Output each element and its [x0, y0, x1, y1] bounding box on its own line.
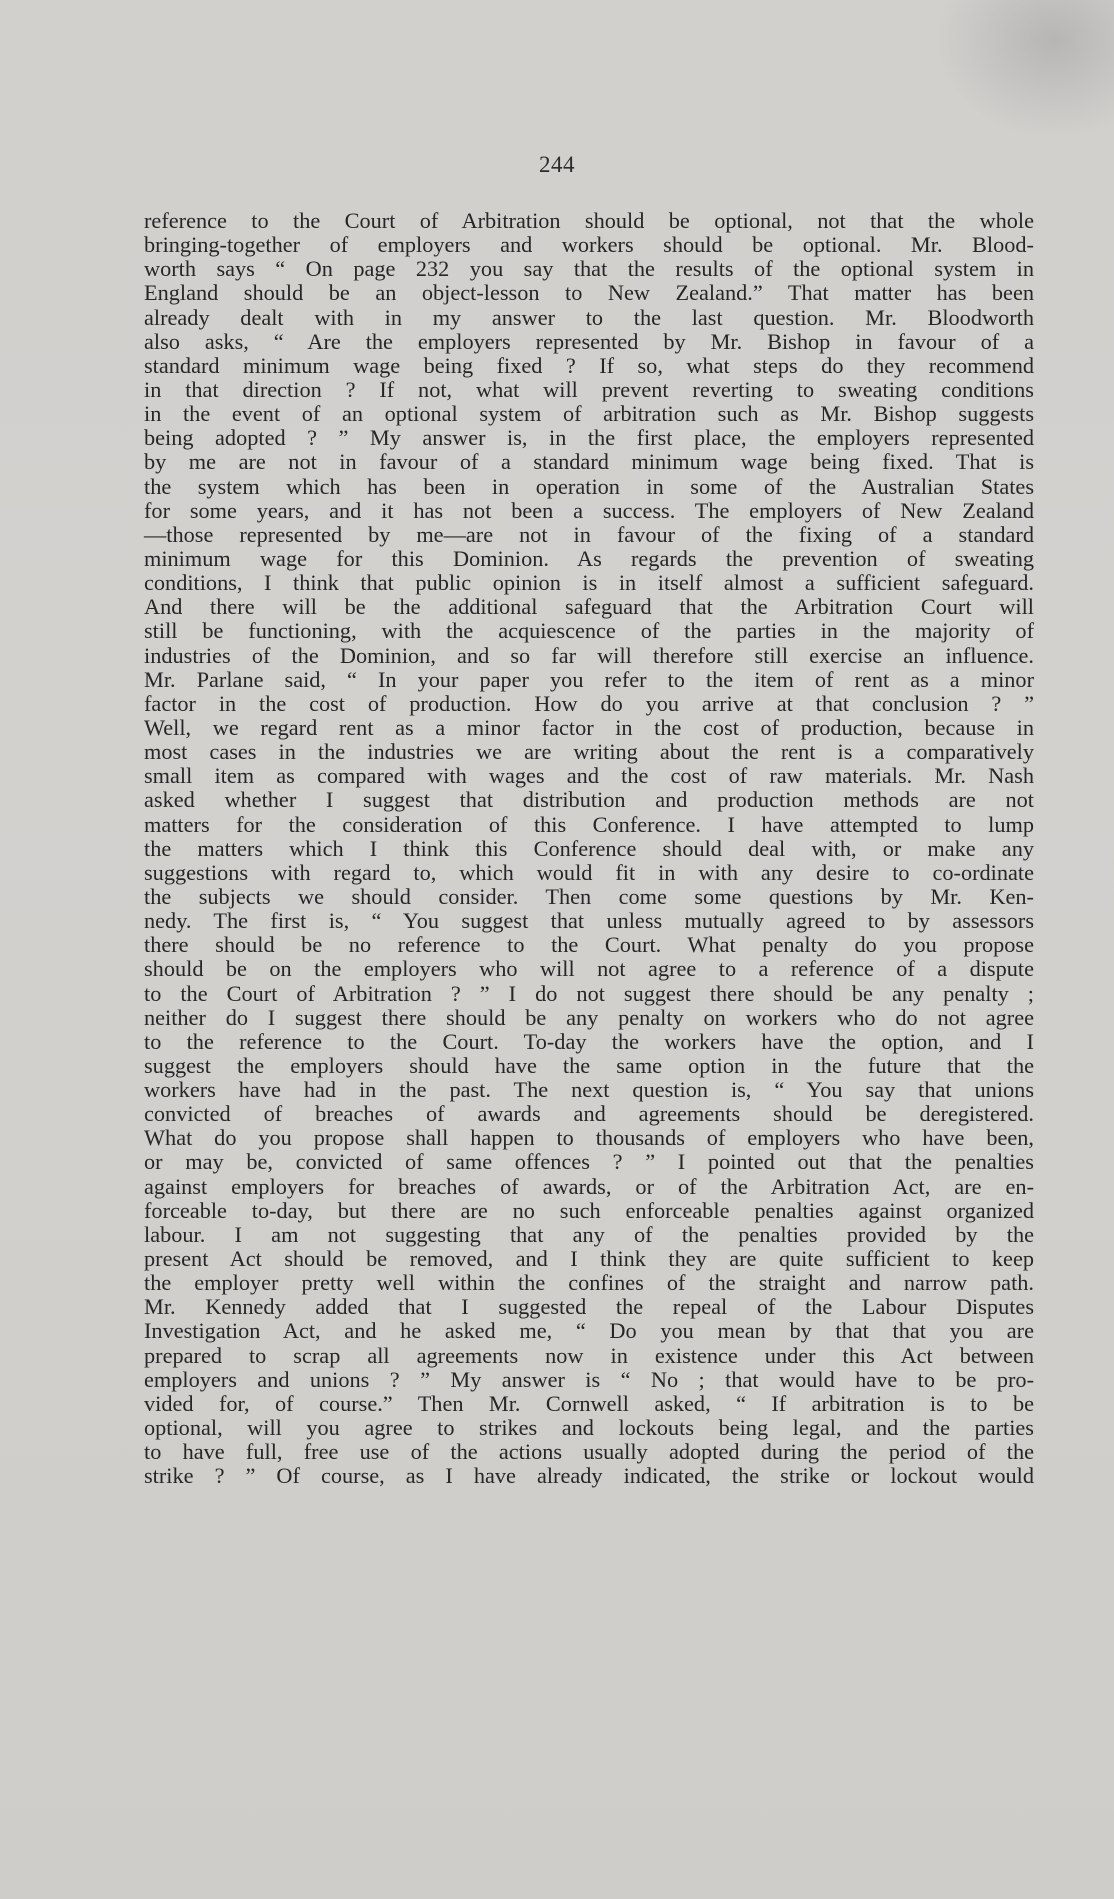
- text-line: optional, will you agree to strikes and lockouts being legal, and the parties: [144, 1415, 1034, 1441]
- text-line: nedy. The first is, “ You suggest that unless mutually agreed to by assessors: [144, 908, 1034, 934]
- page-number: 244: [539, 152, 575, 177]
- text-line: neither do I suggest there should be any penalty on workers who do not agree: [144, 1004, 1034, 1030]
- text-line: by me are not in favour of a standard minimum wage being fixed. That is: [144, 449, 1034, 475]
- text-line: the subjects we should consider. Then come some questions by Mr. Ken-: [144, 883, 1034, 909]
- text-line: the matters which I think this Conference should deal with, or make any: [144, 835, 1034, 861]
- text-line: And there will be the additional safeguard that the Arbitration Court will: [144, 594, 1034, 620]
- text-line: vided for, of course.” Then Mr. Cornwell asked, “ If arbitration is to be: [144, 1390, 1034, 1416]
- text-line: workers have had in the past. The next question is, “ You say that unions: [144, 1077, 1034, 1103]
- text-line: to have full, free use of the actions usually adopted during the period of the: [144, 1439, 1034, 1465]
- text-line: the employer pretty well within the confines of the straight and narrow path.: [144, 1270, 1034, 1296]
- text-line: labour. I am not suggesting that any of the penalties provided by the: [144, 1221, 1034, 1247]
- text-line: conditions, I think that public opinion is in itself almost a sufficient safeguard.: [144, 570, 1034, 596]
- text-line: most cases in the industries we are writing about the rent is a comparatively: [144, 739, 1034, 765]
- text-line: factor in the cost of production. How do you arrive at that conclusion ? ”: [144, 690, 1034, 716]
- text-line: present Act should be removed, and I think they are quite sufficient to keep: [144, 1246, 1034, 1272]
- text-line: to the reference to the Court. To-day the workers have the option, and I: [144, 1028, 1034, 1054]
- text-line: prepared to scrap all agreements now in existence under this Act between: [144, 1342, 1034, 1368]
- text-line: strike ? ” Of course, as I have already indicated, the strike or lockout would: [144, 1463, 1034, 1489]
- text-line: employers and unions ? ” My answer is “ No ; that would have to be pro-: [144, 1366, 1034, 1392]
- text-line: suggestions with regard to, which would fit in with any desire to co-ordinate: [144, 859, 1034, 885]
- text-line: in the event of an optional system of arbitration such as Mr. Bishop suggests: [144, 401, 1034, 427]
- text-line: What do you propose shall happen to thousands of employers who have been,: [144, 1125, 1034, 1151]
- text-line: still be functioning, with the acquiescence of the parties in the majority of: [144, 618, 1034, 644]
- text-line: against employers for breaches of awards, or of the Arbitration Act, are en-: [144, 1173, 1034, 1199]
- text-line: there should be no reference to the Court. What penalty do you propose: [144, 932, 1034, 958]
- text-line: to the Court of Arbitration ? ” I do not suggest there should be any penalty ;: [144, 980, 1034, 1006]
- text-line: standard minimum wage being fixed ? If so, what steps do they recommend: [144, 352, 1034, 378]
- text-line: Well, we regard rent as a minor factor in the cost of production, because in: [144, 714, 1034, 740]
- text-line: suggest the employers should have the same option in the future that the: [144, 1052, 1034, 1078]
- text-line: bringing-together of employers and workers should be optional. Mr. Blood-: [144, 232, 1034, 258]
- body-text: [144, 209, 1034, 1488]
- text-line: small item as compared with wages and the cost of raw materials. Mr. Nash: [144, 763, 1034, 789]
- text-line: industries of the Dominion, and so far will therefore still exercise an influence.: [144, 642, 1034, 668]
- text-line: Mr. Kennedy added that I suggested the repeal of the Labour Disputes: [144, 1294, 1034, 1320]
- text-line: minimum wage for this Dominion. As regards the prevention of sweating: [144, 545, 1034, 571]
- text-line: also asks, “ Are the employers represented by Mr. Bishop in favour of a: [144, 328, 1034, 354]
- text-line: should be on the employers who will not agree to a reference of a dispute: [144, 956, 1034, 982]
- text-line: in that direction ? If not, what will prevent reverting to sweating conditions: [144, 376, 1034, 402]
- text-line: the system which has been in operation in some of the Australian States: [144, 473, 1034, 499]
- text-line: worth says “ On page 232 you say that the results of the optional system in: [144, 256, 1034, 282]
- page-corner-shadow: [934, 0, 1114, 140]
- text-line: asked whether I suggest that distribution and production methods are not: [144, 787, 1034, 813]
- text-line: convicted of breaches of awards and agreements should be deregistered.: [144, 1101, 1034, 1127]
- text-line: or may be, convicted of same offences ? ” I pointed out that the penalties: [144, 1149, 1034, 1175]
- text-line: matters for the consideration of this Conference. I have attempted to lump: [144, 811, 1034, 837]
- text-line: England should be an object-lesson to New Zealand.” That matter has been: [144, 280, 1034, 306]
- text-line: forceable to-day, but there are no such enforceable penalties against organized: [144, 1197, 1034, 1223]
- text-line: being adopted ? ” My answer is, in the first place, the employers represented: [144, 425, 1034, 451]
- text-line: reference to the Court of Arbitration should be optional, not that the whole: [144, 208, 1034, 233]
- text-line: already dealt with in my answer to the last question. Mr. Bloodworth: [144, 304, 1034, 330]
- text-line: Mr. Parlane said, “ In your paper you refer to the item of rent as a minor: [144, 666, 1034, 692]
- text-line: for some years, and it has not been a success. The employers of New Zealand: [144, 497, 1034, 523]
- text-line: —those represented by me—are not in favour of the fixing of a standard: [144, 521, 1034, 547]
- text-line: Investigation Act, and he asked me, “ Do you mean by that that you are: [144, 1318, 1034, 1344]
